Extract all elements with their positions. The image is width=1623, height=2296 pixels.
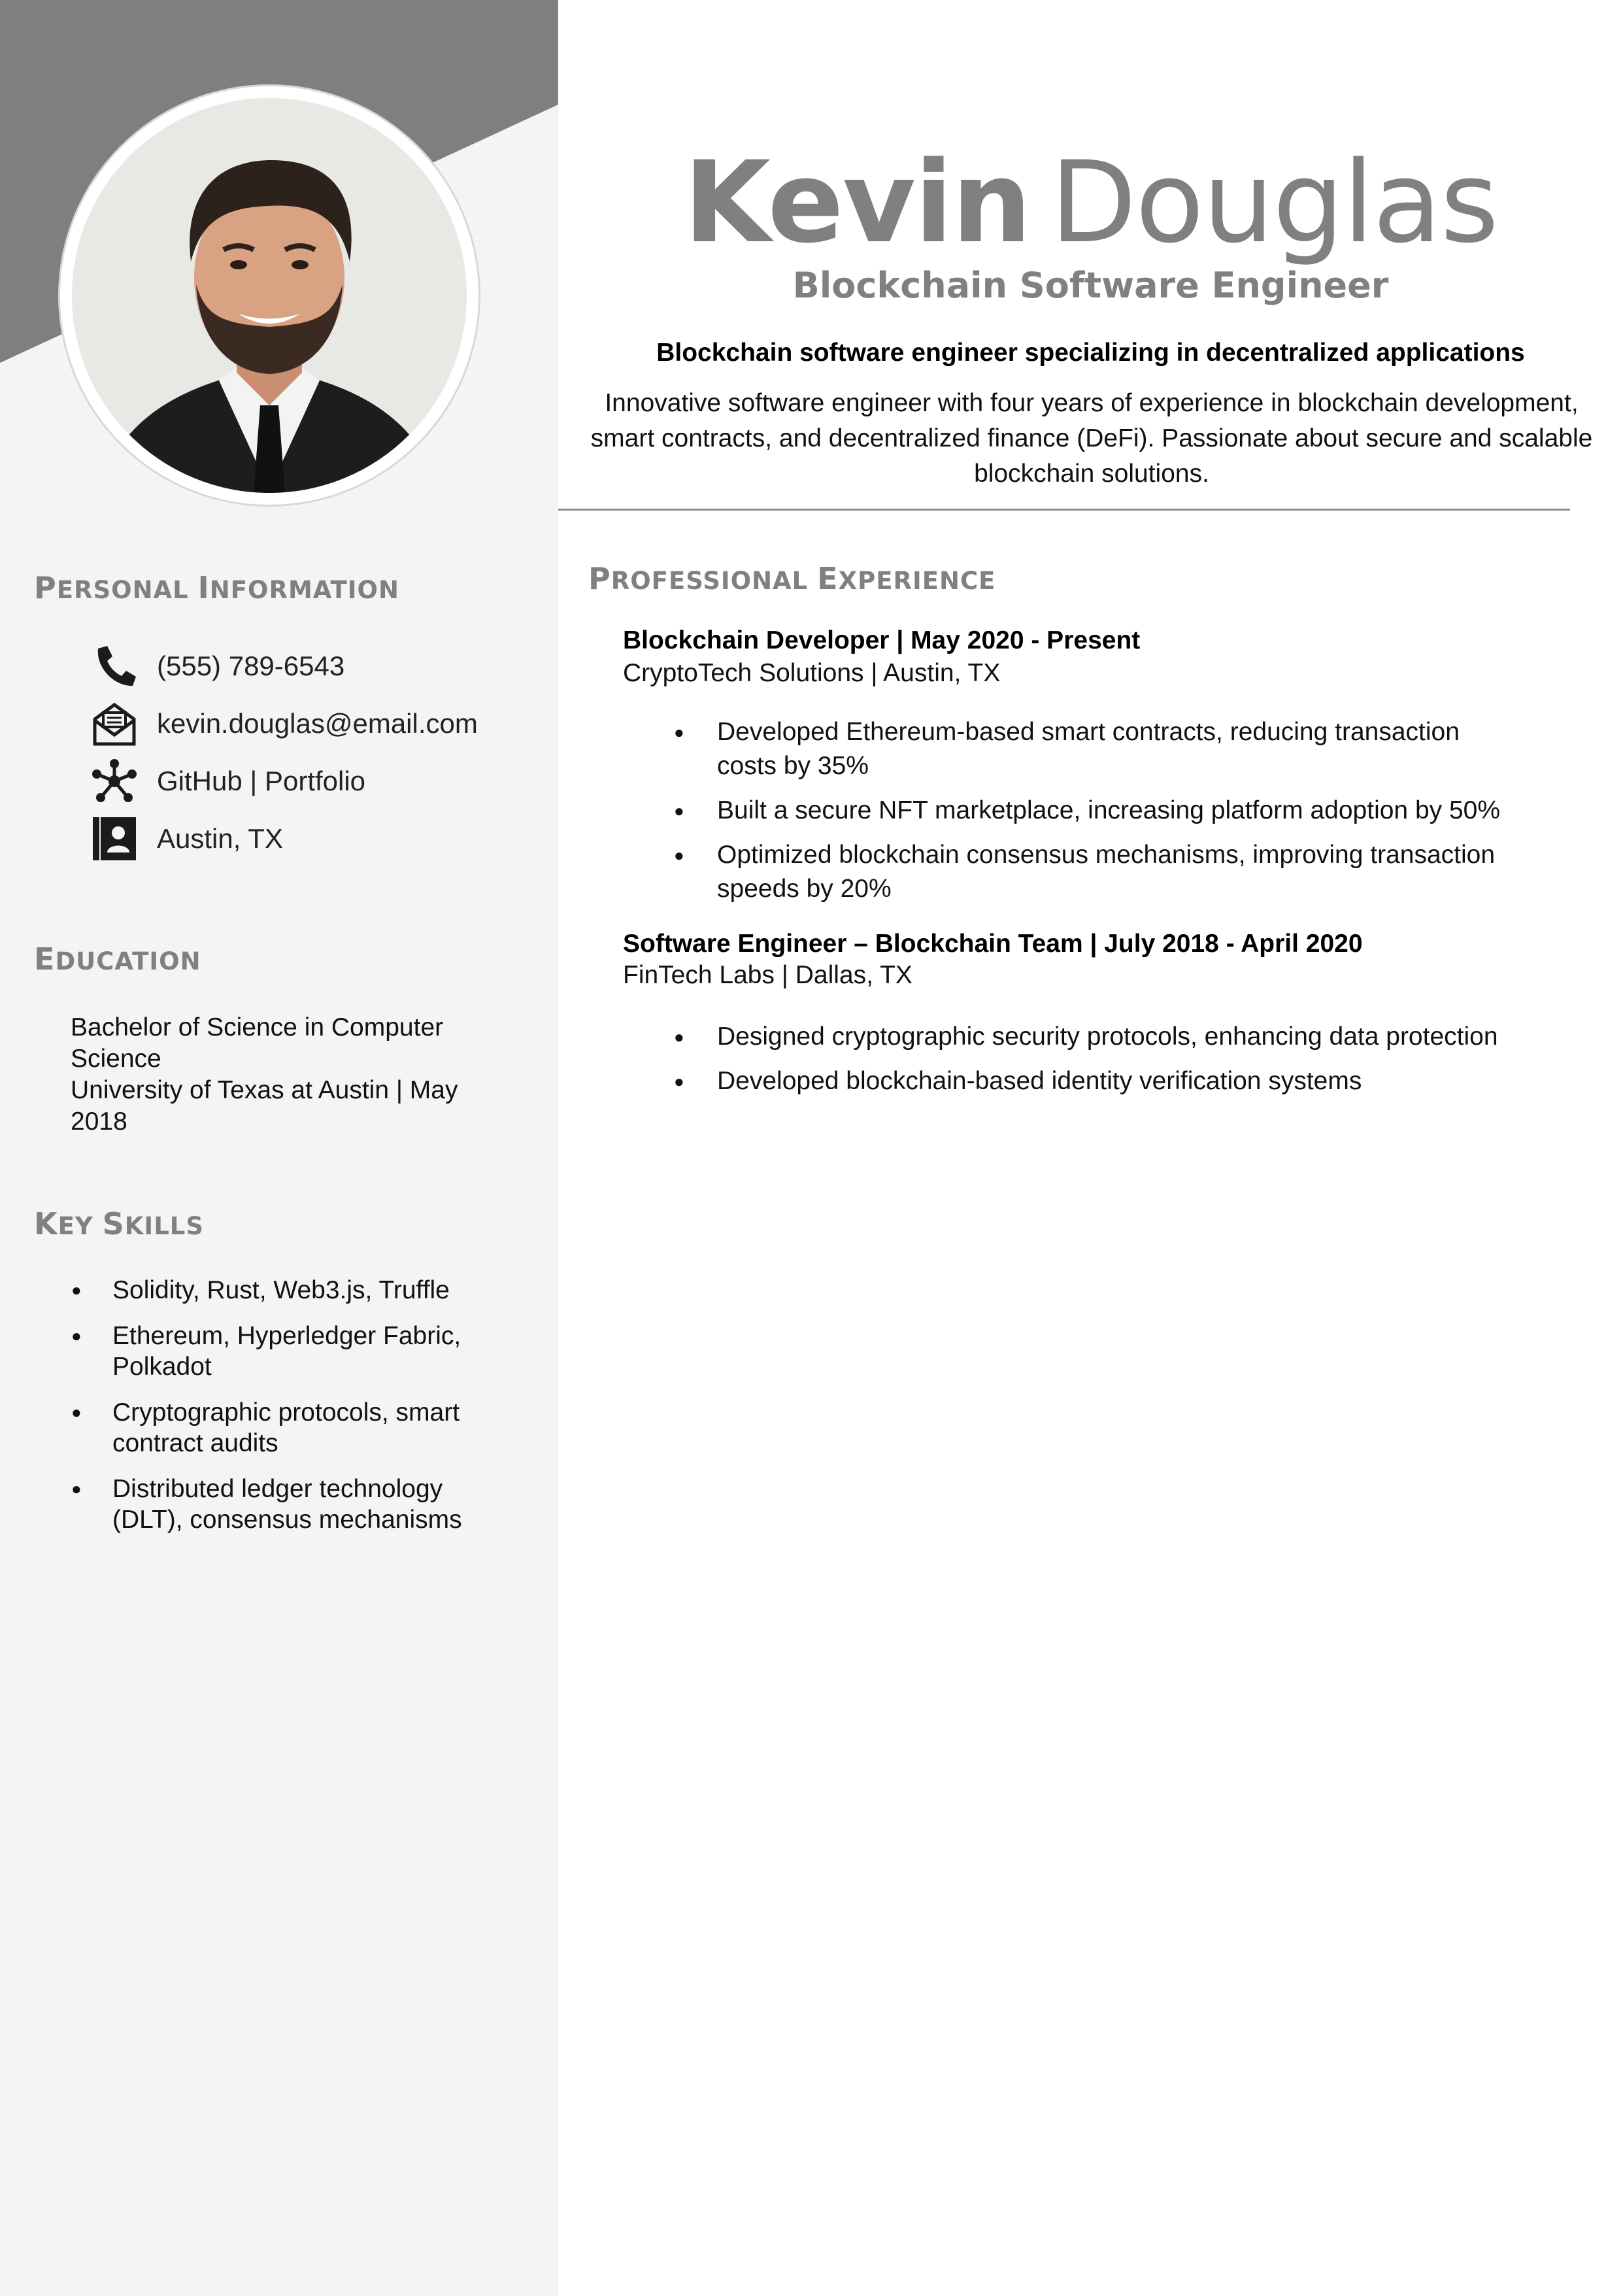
contact-card-icon [92,816,137,862]
phone-number: (555) 789-6543 [157,650,345,681]
personal-info-title: PERSONAL INFORMATION [34,570,399,605]
job-title: Software Engineer – Blockchain Team | July 2018 - April 2020 [623,930,1363,958]
job-bullet: ● Built a secure NFT marketplace, increasing platform adoption by 50% [717,794,1521,828]
summary: Innovative software engineer with four years of experience in blockchain development, smart contracts, and decentralized finance (DeFi). Passionate about secure and scalable blockchain solutions. [590,389,1593,488]
phone-icon [92,643,137,689]
mail-icon [92,701,137,747]
job-bullet: ● Designed cryptographic security protocols, enhancing data protection [717,1020,1521,1054]
candidate-name [558,131,1623,275]
job-bullets [717,715,1521,917]
profile-photo [72,98,467,493]
job-bullets [717,1020,1521,1109]
skill-item: ● Ethereum, Hyperledger Fabric, Polkadot [112,1321,505,1382]
skills-list [112,1275,505,1550]
skill-item: ● Solidity, Rust, Web3.js, Truffle [112,1275,505,1306]
skill-item: ● Cryptographic protocols, smart contract audits [112,1397,505,1459]
network-icon [92,758,137,804]
key-skills-title: KEY SKILLS [34,1206,204,1241]
contact-phone [92,637,478,695]
skill-item: ● Distributed ledger technology (DLT), consensus mechanisms [112,1474,505,1535]
headline: Blockchain software engineer specializing in decentralized applications [656,339,1525,367]
education-school: University of Texas at Austin | May 2018 [71,1076,458,1136]
education-degree: Bachelor of Science in Computer Science [71,1013,444,1073]
education-entry [71,1012,489,1138]
job-bullet: ● Optimized blockchain consensus mechanisms, improving transaction speeds by 20% [717,838,1521,906]
experience-title: PROFESSIONAL EXPERIENCE [588,561,996,596]
last-name: Douglas [1050,137,1498,268]
email-address[interactable]: kevin.douglas@email.com [157,708,478,739]
job-bullet: ● Developed Ethereum-based smart contracts, reducing transaction costs by 35% [717,715,1521,783]
contact-location [92,810,478,868]
job-company: CryptoTech Solutions | Austin, TX [623,659,1001,687]
contact-email [92,695,478,752]
job-bullet: ● Developed blockchain-based identity verification systems [717,1064,1521,1098]
education-title: EDUCATION [34,941,201,977]
github-portfolio-links[interactable]: GitHub | Portfolio [157,766,366,796]
contact-links [92,752,478,810]
contact-list [92,637,478,868]
job-company: FinTech Labs | Dallas, TX [623,961,912,989]
job-role: Blockchain Software Engineer [792,265,1389,306]
location: Austin, TX [157,823,283,854]
first-name: Kevin [683,137,1031,268]
header-divider [558,509,1570,511]
job-title: Blockchain Developer | May 2020 - Present [623,626,1141,654]
